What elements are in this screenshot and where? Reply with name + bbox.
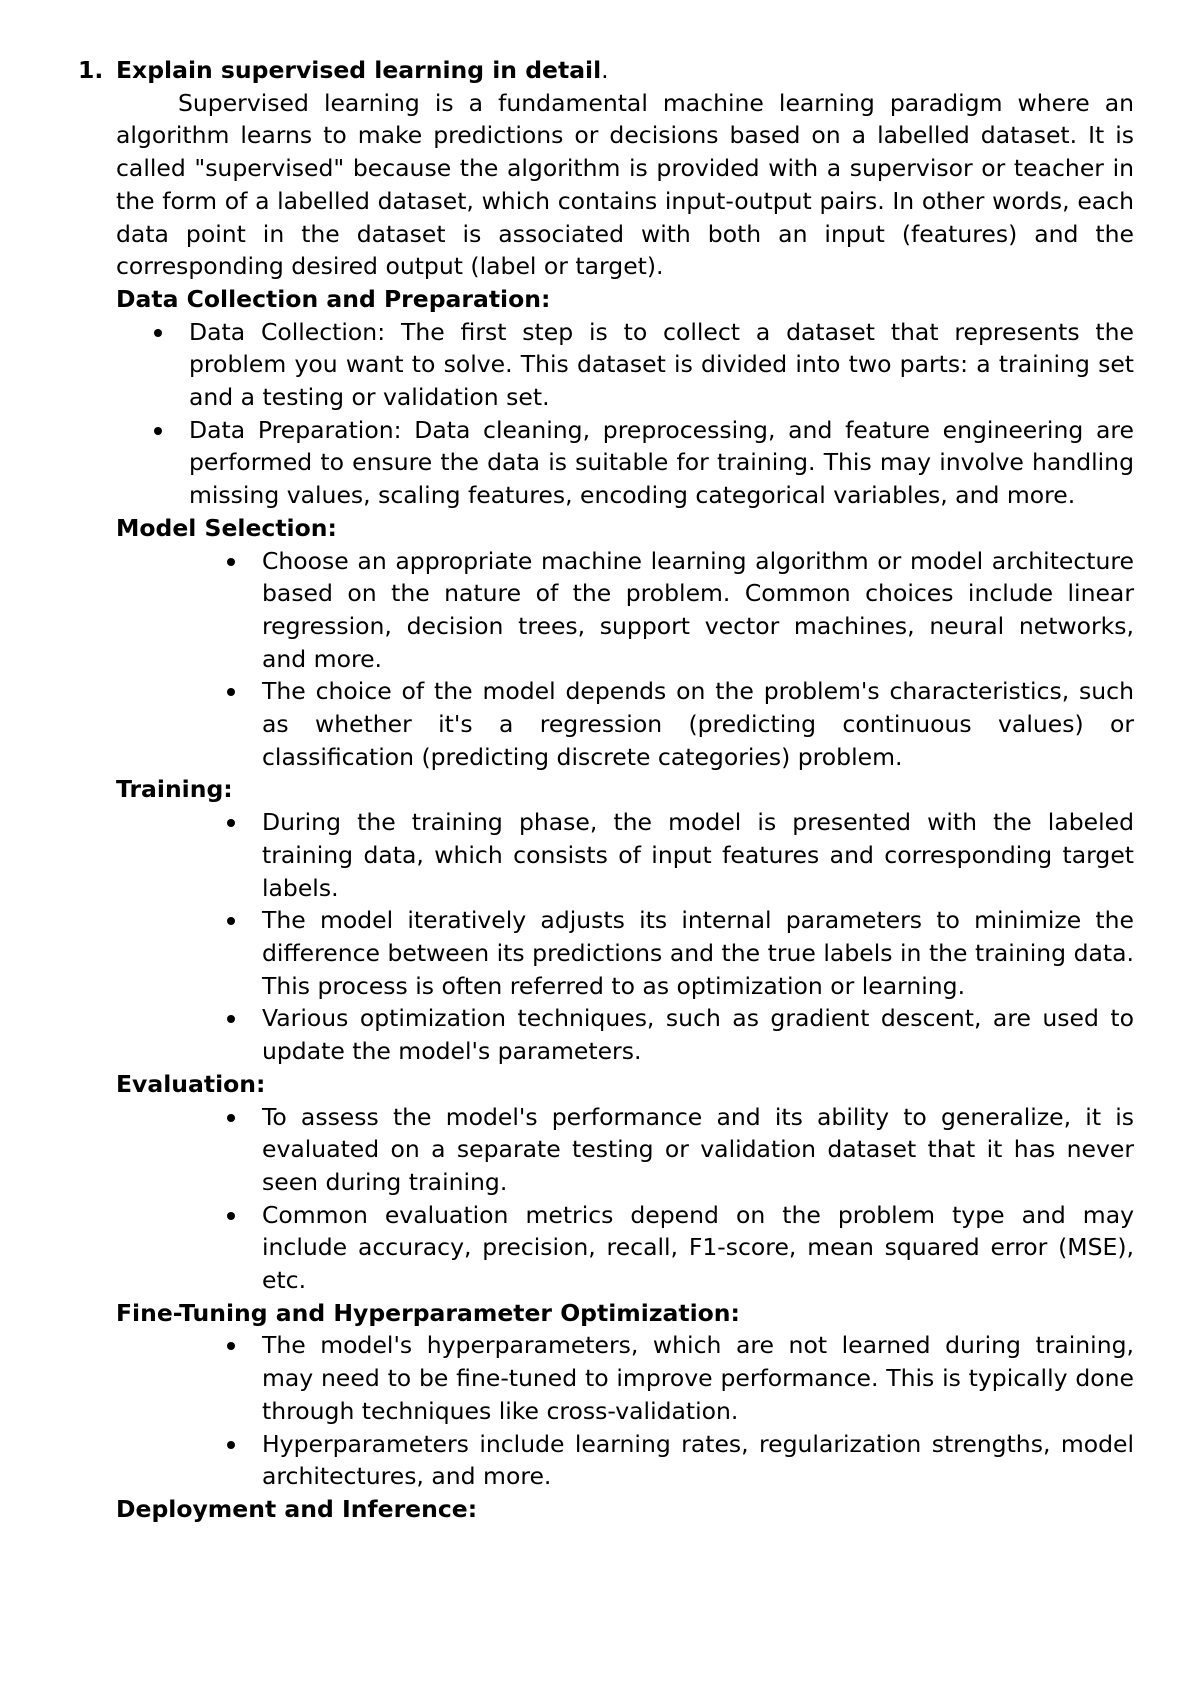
bullet-list xyxy=(0,1329,1134,1493)
bullet-list xyxy=(0,1101,1134,1297)
list-item xyxy=(262,1329,1134,1427)
list-item xyxy=(262,806,1134,904)
list-item-text: Common evaluation metrics depend on the problem type and may include accuracy, precision, recall, F1-score, mean squared error (MSE), etc. xyxy=(262,1200,1134,1295)
list-item-text: Data Preparation: Data cleaning, preprocessing, and feature engineering are performed to ensure the data is suitable for training. This may involve handling missing values, scaling features, encoding categorical variables, and more. xyxy=(189,415,1134,510)
section-heading-evaluation: Evaluation: xyxy=(116,1069,266,1098)
intro-paragraph: Supervised learning is a fundamental machine learning paradigm where an algorithm learns to make predictions or decisions based on a labelled dataset. It is called "supervised" because the algorithm is provided with a supervisor or teacher in the form of a labelled dataset, which contains input-output pairs. In other words, each data point in the dataset is associated with both an input (features) and the corresponding desired output (label or target). xyxy=(116,88,1134,281)
bullet-icon xyxy=(227,688,235,696)
section-heading-deployment: Deployment and Inference: xyxy=(116,1494,478,1523)
section-heading-fine-tuning: Fine-Tuning and Hyperparameter Optimization: xyxy=(116,1298,740,1327)
bullet-icon xyxy=(154,329,162,337)
bullet-icon xyxy=(227,1114,235,1122)
list-item xyxy=(262,904,1134,1002)
section-heading-data-collection: Data Collection and Preparation: xyxy=(116,284,551,313)
bullet-list xyxy=(0,806,1134,1068)
list-item xyxy=(262,1428,1134,1493)
question-number: 1. xyxy=(78,56,104,84)
list-item xyxy=(262,1101,1134,1199)
section-heading-model-selection: Model Selection: xyxy=(116,513,337,542)
list-item xyxy=(262,545,1134,676)
list-item-text: During the training phase, the model is presented with the labeled training data, which consists of input features and corresponding target labels. xyxy=(262,808,1134,902)
bullet-icon xyxy=(227,1441,235,1449)
list-item-text: Hyperparameters include learning rates, regularization strengths, model architectures, and more. xyxy=(262,1429,1134,1491)
list-item-text: Various optimization techniques, such as gradient descent, are used to update the model's parameters. xyxy=(262,1004,1134,1066)
question-title-suffix: . xyxy=(601,56,609,84)
list-item-text: The model iteratively adjusts its internal parameters to minimize the difference between its predictions and the true labels in the training data. This process is often referred to as optimization or learning. xyxy=(262,906,1134,1000)
bullet-list xyxy=(0,316,1134,512)
bullet-icon xyxy=(227,819,235,827)
list-item xyxy=(262,675,1134,773)
bullet-icon xyxy=(227,1015,235,1023)
list-item-text: Data Collection: The first step is to collect a dataset that represents the problem you want to solve. This dataset is divided into two parts: a training set and a testing or validation set. xyxy=(189,317,1134,412)
section-heading-training: Training: xyxy=(116,775,233,804)
list-item xyxy=(262,1199,1134,1297)
bullet-icon xyxy=(227,917,235,925)
question-title: Explain supervised learning in detail xyxy=(116,56,602,84)
list-item xyxy=(189,316,1134,414)
bullet-icon xyxy=(227,1342,235,1350)
question-heading xyxy=(78,54,1134,87)
bullet-icon xyxy=(227,558,235,566)
bullet-list xyxy=(0,545,1134,774)
list-item-text: The choice of the model depends on the problem's characteristics, such as whether it's a regression (predicting continuous values) or classification (predicting discrete categories) problem. xyxy=(262,677,1134,771)
bullet-icon xyxy=(227,1212,235,1220)
list-item xyxy=(189,414,1134,512)
list-item-text: The model's hyperparameters, which are not learned during training, may need to be fine-tuned to improve performance. This is typically done through techniques like cross-validation. xyxy=(262,1331,1134,1425)
bullet-icon xyxy=(154,427,162,435)
list-item-text: To assess the model's performance and its ability to generalize, it is evaluated on a separate testing or validation dataset that it has never seen during training. xyxy=(262,1102,1134,1196)
list-item xyxy=(262,1002,1134,1067)
list-item-text: Choose an appropriate machine learning algorithm or model architecture based on the nature of the problem. Common choices include linear regression, decision trees, support vector machines, neural networks, and more. xyxy=(262,546,1134,673)
